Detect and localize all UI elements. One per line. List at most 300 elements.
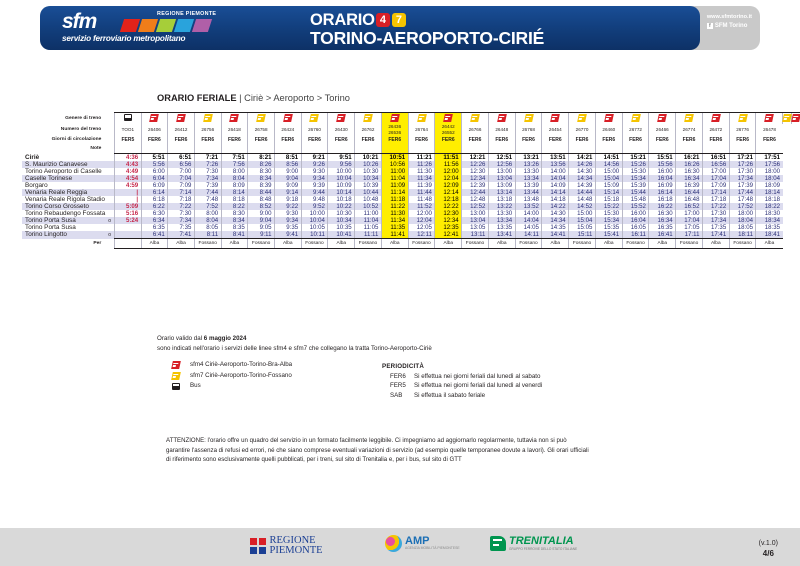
row-giorni-di-circolazione — [22, 135, 800, 144]
sfm4-icon — [550, 114, 560, 122]
departure-time: 8:04 — [194, 217, 221, 224]
departure-time: 15:05 — [569, 224, 596, 231]
departure-time: 17:56 — [756, 161, 783, 168]
train-number: 26406 — [148, 126, 161, 132]
departure-time: 16:04 — [622, 217, 649, 224]
trenitalia-text: TRENITALIA — [509, 535, 574, 547]
destination-cell: Alba — [595, 239, 622, 249]
station-marker — [105, 175, 114, 182]
departure-time: 15:00 — [569, 210, 596, 217]
note-cell — [462, 144, 489, 154]
departure-time: 8:22 — [221, 203, 248, 210]
departure-time: 16:35 — [649, 224, 676, 231]
table-row — [22, 231, 800, 239]
departure-time: 10:00 — [301, 210, 328, 217]
departure-time: 15:56 — [649, 161, 676, 168]
legend — [172, 360, 292, 392]
departure-time: 13:22 — [488, 203, 515, 210]
sfm7-icon — [631, 114, 641, 122]
row-per — [22, 239, 800, 249]
departure-time: 10:30 — [355, 168, 382, 175]
train-type-cell — [221, 113, 248, 125]
departure-time: 7:22 — [168, 203, 195, 210]
departure-time: 11:05 — [355, 224, 382, 231]
departure-time: 18:35 — [756, 224, 783, 231]
departure-time: 15:48 — [622, 196, 649, 203]
station-name: Caselle Torinese — [25, 175, 73, 182]
departure-time: 6:35 — [141, 224, 168, 231]
departure-time: 6:56 — [168, 161, 195, 168]
train-number-cell — [569, 124, 596, 135]
departure-time: 4:36 — [115, 154, 142, 162]
departure-time: 15:34 — [622, 175, 649, 182]
station-marker — [105, 210, 114, 217]
note-cell — [115, 144, 142, 154]
departure-time: 11:18 — [381, 196, 408, 203]
sfm4-icon — [230, 114, 240, 122]
note-cell — [756, 144, 783, 154]
label-per: Per — [93, 241, 102, 246]
regione-piemonte-logo — [250, 536, 323, 556]
departure-time: 14:09 — [542, 182, 569, 189]
periodicita-block — [382, 362, 543, 400]
station-marker — [105, 224, 114, 231]
departure-time: 11:56 — [435, 161, 462, 168]
departure-time: 6:14 — [141, 189, 168, 196]
train-number-cell — [622, 124, 649, 135]
spacer-cell — [105, 135, 114, 144]
train-type-cell — [595, 113, 622, 125]
departure-time: 18:41 — [756, 231, 783, 239]
destination-cell: Fossano — [248, 239, 275, 249]
note-cell — [676, 144, 703, 154]
departure-time: 12:34 — [435, 217, 462, 224]
destination-cell: Fossano — [194, 239, 221, 249]
destination-cell: Alba — [221, 239, 248, 249]
train-type-cell — [194, 113, 221, 125]
departure-time: 13:09 — [488, 182, 515, 189]
train-number: 26472 — [709, 126, 723, 132]
departure-time: 9:52 — [301, 203, 328, 210]
spacer-cell — [105, 113, 114, 125]
facebook-icon: f — [707, 23, 713, 29]
departure-time: 16:11 — [622, 231, 649, 239]
departure-time: 16:22 — [649, 203, 676, 210]
page-title — [310, 11, 544, 47]
departure-time: 16:05 — [622, 224, 649, 231]
departure-time: 10:35 — [328, 224, 355, 231]
subtitle-route: Ciriè > Aeroporto > Torino — [244, 93, 350, 103]
departure-time: 11:41 — [381, 231, 408, 239]
departure-time: 14:00 — [515, 210, 542, 217]
label-giorni: Giorni di circolazione — [51, 137, 102, 142]
color-bar-3 — [174, 19, 194, 32]
destination-cell: Fossano — [676, 239, 703, 249]
departure-time: 7:34 — [194, 175, 221, 182]
website-url[interactable]: www.sfmtorino.it — [706, 14, 752, 20]
departure-time: 14:44 — [569, 189, 596, 196]
departure-time: 13:52 — [515, 203, 542, 210]
departure-time: 16:09 — [649, 182, 676, 189]
row-genere-di-treno — [22, 113, 800, 125]
departure-time: 13:44 — [515, 189, 542, 196]
train-type-cell — [381, 113, 408, 125]
departure-time: 9:34 — [301, 175, 328, 182]
departure-time: 7:39 — [194, 182, 221, 189]
destination-cell: Alba — [542, 239, 569, 249]
departure-time: 8:35 — [221, 224, 248, 231]
departure-time: 12:04 — [435, 175, 462, 182]
train-number-cell — [756, 124, 783, 135]
note-cell — [595, 144, 622, 154]
destination-cell: Alba — [756, 239, 783, 249]
train-number: 26756 — [201, 126, 215, 132]
departure-time: 12:04 — [408, 217, 435, 224]
train-number-cell — [355, 124, 382, 135]
train-type-cell — [649, 113, 676, 125]
timetable-body — [22, 113, 800, 249]
train-type-cell — [622, 113, 649, 125]
subtitle-sep: | — [236, 93, 245, 103]
amp-subtitle: AGENZIA MOBILITÀ PIEMONTESE — [405, 546, 460, 551]
station-name: Torino Lingotto — [25, 231, 67, 239]
train-type-cell — [248, 113, 275, 125]
regione-line2: PIEMONTE — [269, 545, 323, 556]
departure-time: 9:35 — [275, 224, 302, 231]
departure-time: 8:05 — [194, 224, 221, 231]
destination-cell: Fossano — [301, 239, 328, 249]
departure-time: 10:18 — [328, 196, 355, 203]
destination-cell — [115, 239, 142, 249]
timetable — [22, 112, 800, 249]
departure-time: 12:21 — [462, 154, 489, 162]
station-marker: o — [108, 231, 112, 238]
legend-item — [172, 381, 292, 392]
departure-time: 14:14 — [542, 189, 569, 196]
train-number: 26536 — [388, 129, 402, 135]
departure-time: 13:11 — [462, 231, 489, 239]
departure-time: 6:18 — [141, 196, 168, 203]
note-cell — [168, 144, 195, 154]
service-days-cell: FER6 — [381, 135, 408, 144]
departure-time: 8:21 — [248, 154, 275, 162]
departure-time: 8:51 — [275, 154, 302, 162]
train-type-cell — [569, 113, 596, 125]
departure-time: 8:18 — [221, 196, 248, 203]
departure-time: 4:49 — [115, 168, 142, 175]
departure-time: 17:51 — [756, 154, 783, 162]
service-days-cell: FER6 — [488, 135, 515, 144]
departure-time: 9:30 — [275, 210, 302, 217]
station-name: Ciriè — [25, 153, 40, 161]
train-number: 26768 — [522, 126, 535, 132]
station-name: Torino Porta Susa — [25, 224, 76, 231]
label-genere: Genere di treno — [65, 115, 102, 121]
departure-time: 17:04 — [702, 175, 729, 182]
departure-time: 9:51 — [328, 154, 355, 162]
bus-icon — [124, 114, 132, 121]
train-number-cell — [729, 124, 756, 135]
departure-time: 14:39 — [569, 182, 596, 189]
departure-time: 13:05 — [462, 224, 489, 231]
service-days-cell: FER6 — [676, 135, 703, 144]
departure-time: 18:09 — [756, 182, 783, 189]
departure-time: 8:30 — [221, 210, 248, 217]
departure-time: 8:11 — [194, 231, 221, 239]
page-number: 4/6 — [762, 549, 774, 558]
note-cell — [301, 144, 328, 154]
departure-time: 11:39 — [408, 182, 435, 189]
regione-piemonte-label: REGIONE PIEMONTE — [157, 11, 217, 17]
periodicita-desc: Si effettua il sabato feriale — [414, 391, 486, 399]
departure-time: 9:39 — [301, 182, 328, 189]
departure-time: 18:05 — [729, 224, 756, 231]
legend-item — [172, 371, 292, 382]
page-indicator — [759, 539, 778, 560]
sfm7-icon — [417, 114, 427, 122]
sfm4-icon — [497, 114, 507, 122]
departure-time: 13:26 — [515, 161, 542, 168]
departure-time: 13:04 — [488, 175, 515, 182]
spacer-cell — [105, 239, 114, 249]
departure-time: 9:04 — [248, 217, 275, 224]
train-number: 26552 — [441, 129, 455, 135]
spacer-cell — [105, 124, 114, 135]
departure-time: 8:09 — [221, 182, 248, 189]
departure-time: 14:52 — [569, 203, 596, 210]
departure-time: 10:04 — [301, 217, 328, 224]
amp-mark — [385, 535, 402, 552]
color-bar-1 — [138, 19, 158, 32]
departure-time: 6:22 — [141, 203, 168, 210]
train-type-cell — [408, 113, 435, 125]
departure-time: 17:41 — [702, 231, 729, 239]
train-type-cell — [729, 113, 756, 125]
train-type-cell — [141, 113, 168, 125]
departure-time: 15:14 — [595, 189, 622, 196]
departure-time: 10:30 — [328, 210, 355, 217]
train-number: TOO1 — [121, 126, 135, 132]
legend-label: sfm7 Ciriè-Aeroporto-Torino-Fossano — [190, 371, 292, 379]
departure-time: 6:04 — [141, 175, 168, 182]
amp-logo — [385, 535, 460, 552]
station-name: S. Maurizio Canavese — [25, 161, 88, 168]
departure-time — [115, 224, 142, 231]
departure-time: 9:34 — [275, 217, 302, 224]
departure-time: 14:34 — [542, 217, 569, 224]
departure-time: 10:52 — [355, 203, 382, 210]
departure-time: 12:52 — [462, 203, 489, 210]
note-cell — [381, 144, 408, 154]
departure-time: 11:21 — [408, 154, 435, 162]
departure-time: 14:11 — [515, 231, 542, 239]
departure-time: 10:00 — [328, 168, 355, 175]
sfm4-icon — [283, 114, 293, 122]
train-number: 26442 — [441, 124, 455, 130]
departure-time: 13:18 — [488, 196, 515, 203]
periodicita-item — [390, 381, 543, 391]
departure-time: 9:09 — [275, 182, 302, 189]
subtitle-type: ORARIO FERIALE — [157, 93, 237, 103]
destination-cell: Fossano — [462, 239, 489, 249]
train-number-cell — [141, 124, 168, 135]
service-days-cell: FER6 — [756, 135, 783, 144]
destination-cell: Alba — [168, 239, 195, 249]
departure-time: 7:35 — [168, 224, 195, 231]
departure-time: 12:22 — [435, 203, 462, 210]
note-cell — [488, 144, 515, 154]
departure-time: 16:26 — [676, 161, 703, 168]
line-badge-4: 4 — [376, 13, 390, 27]
train-number: 26770 — [575, 126, 589, 132]
departure-time: 14:30 — [542, 210, 569, 217]
departure-time: 11:04 — [355, 217, 382, 224]
train-number-cell — [649, 124, 676, 135]
departure-time: 5:56 — [141, 161, 168, 168]
departure-time: 13:30 — [488, 210, 515, 217]
departure-time: 9:04 — [275, 175, 302, 182]
departure-time: 15:04 — [569, 217, 596, 224]
departure-time: 11:14 — [381, 189, 408, 196]
departure-time: 16:30 — [676, 168, 703, 175]
facebook-link[interactable] — [707, 23, 752, 29]
departure-time: 18:14 — [756, 189, 783, 196]
train-number: 26776 — [736, 126, 749, 132]
departure-time: 7:48 — [194, 196, 221, 203]
timetable-subtitle — [157, 93, 350, 103]
departure-time: 10:34 — [355, 175, 382, 182]
departure-time: 8:34 — [221, 217, 248, 224]
departure-time: 8:39 — [248, 182, 275, 189]
page-footer — [0, 528, 800, 566]
departure-time: 13:34 — [488, 217, 515, 224]
legend-icon-slot — [172, 372, 190, 380]
row-note — [22, 144, 800, 154]
departure-time: 7:18 — [168, 196, 195, 203]
departure-time: 16:48 — [676, 196, 703, 203]
departure-time: 17:39 — [729, 182, 756, 189]
departure-time: 11:26 — [408, 161, 435, 168]
departure-time: 11:34 — [381, 217, 408, 224]
departure-time: 15:44 — [622, 189, 649, 196]
train-number-cell — [168, 124, 195, 135]
train-type-cell — [328, 113, 355, 125]
train-number: 26774 — [682, 126, 696, 132]
train-number: 26760 — [308, 126, 321, 132]
service-days-cell: FER6 — [301, 135, 328, 144]
train-number: 26454 — [548, 126, 562, 132]
train-number-cell — [542, 124, 569, 135]
departure-time: 12:44 — [462, 189, 489, 196]
departure-time: 16:41 — [649, 231, 676, 239]
departure-time: 13:00 — [488, 168, 515, 175]
departure-time: 10:41 — [328, 231, 355, 239]
departure-time: 17:34 — [702, 217, 729, 224]
train-number: 26478 — [763, 126, 776, 132]
train-number-cell — [301, 124, 328, 135]
departure-time: 5:09 — [115, 203, 142, 210]
train-number-cell — [676, 124, 703, 135]
note-cell — [569, 144, 596, 154]
service-days-cell: FER6 — [355, 135, 382, 144]
sfm4-icon — [711, 114, 721, 122]
departure-time: 17:22 — [702, 203, 729, 210]
departure-time: 18:04 — [729, 217, 756, 224]
station-marker — [105, 154, 114, 162]
departure-time: 9:48 — [301, 196, 328, 203]
train-type-cell — [783, 113, 792, 125]
service-days-cell: FER6 — [729, 135, 756, 144]
train-number: 26766 — [468, 126, 482, 132]
legend-label: sfm4 Ciriè-Aeroporto-Torino-Bra-Alba — [190, 361, 293, 368]
train-number-cell — [435, 124, 462, 135]
departure-time: 17:14 — [702, 189, 729, 196]
departure-time: 7:00 — [168, 168, 195, 175]
departure-time: 16:30 — [649, 210, 676, 217]
departure-time: 16:44 — [676, 189, 703, 196]
departure-time: 17:34 — [729, 175, 756, 182]
bus-icon — [172, 383, 180, 390]
spacer-cell — [105, 144, 114, 154]
departure-time: 5:24 — [115, 217, 142, 224]
departure-time: 11:52 — [408, 203, 435, 210]
train-number-cell — [408, 124, 435, 135]
departure-time: 14:04 — [515, 217, 542, 224]
destination-cell: Fossano — [408, 239, 435, 249]
sfm4-icon — [604, 114, 614, 122]
departure-time: 7:44 — [194, 189, 221, 196]
facebook-label: SFM Torino — [714, 23, 748, 29]
departure-time: 11:44 — [408, 189, 435, 196]
departure-time: 7:51 — [221, 154, 248, 162]
departure-time: 8:44 — [248, 189, 275, 196]
departure-time: 4:54 — [115, 175, 142, 182]
departure-time: 17:00 — [676, 210, 703, 217]
note-cell — [729, 144, 756, 154]
departure-time: 7:09 — [168, 182, 195, 189]
departure-time: 5:51 — [141, 154, 168, 162]
departure-time: 15:41 — [595, 231, 622, 239]
departure-time: 16:21 — [676, 154, 703, 162]
departure-time: 18:18 — [756, 196, 783, 203]
departure-time: 6:51 — [168, 154, 195, 162]
note-cell — [622, 144, 649, 154]
sfm7-icon — [256, 114, 266, 122]
departure-time: 9:21 — [301, 154, 328, 162]
amp-text-block — [405, 536, 460, 551]
service-days-cell: FER6 — [569, 135, 596, 144]
departure-time: 12:51 — [488, 154, 515, 162]
departure-time: 11:00 — [355, 210, 382, 217]
page-header-bar — [40, 6, 760, 50]
service-days-cell: FER6 — [408, 135, 435, 144]
departure-time: 16:56 — [702, 161, 729, 168]
periodicita-item — [390, 372, 543, 382]
sfm7-icon — [203, 114, 213, 122]
service-days-cell: FER6 — [168, 135, 195, 144]
departure-time: 17:35 — [702, 224, 729, 231]
departure-time: 18:00 — [729, 210, 756, 217]
departure-time: 6:09 — [141, 182, 168, 189]
timetable-grid — [22, 112, 800, 249]
departure-time: 4:43 — [115, 161, 142, 168]
departure-time: 8:56 — [275, 161, 302, 168]
validity-notes — [157, 334, 432, 353]
departure-time: 8:00 — [221, 168, 248, 175]
periodicita-rows — [382, 372, 543, 401]
sfm4-icon — [390, 114, 400, 122]
train-number-cell — [488, 124, 515, 135]
